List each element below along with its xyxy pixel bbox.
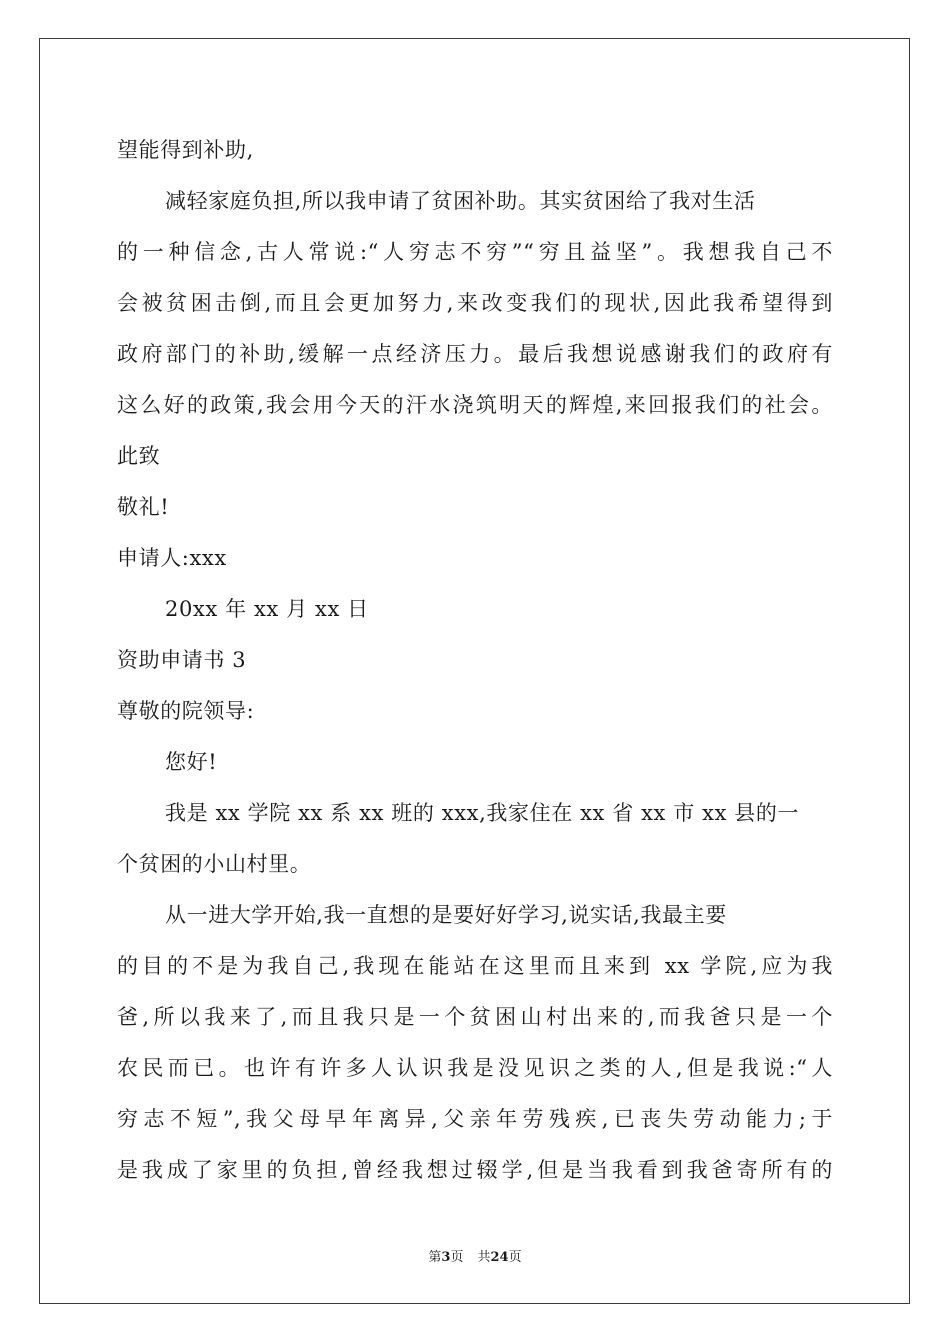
- document-body: [117, 125, 833, 1196]
- paragraph-line: 是我成了家里的负担,曾经我想过辍学,但是当我看到我爸寄所有的: [117, 1158, 833, 1182]
- paragraph-line: 农民而已。也许有许多人认识我是没见识之类的人,但是我说:“人: [117, 1056, 833, 1080]
- section-heading: 资助申请书 3: [117, 648, 247, 672]
- closing-line: 此致: [117, 444, 161, 468]
- paragraph-line: 会被贫困击倒,而且会更加努力,来改变我们的现状,因此我希望得到: [117, 291, 833, 315]
- footer-page-number: 3: [441, 1250, 451, 1265]
- page-footer: [0, 1246, 950, 1265]
- footer-total-prefix: 共: [477, 1250, 491, 1265]
- paragraph-line: 减轻家庭负担,所以我申请了贫困补助。其实贫困给了我对生活: [165, 189, 756, 213]
- footer-total-suffix: 页: [508, 1250, 522, 1265]
- paragraph-line: 从一进大学开始,我一直想的是要好好学习,说实话,我最主要: [165, 903, 727, 927]
- footer-page-suffix: 页: [450, 1250, 464, 1265]
- paragraph-line: 我是 xx 学院 xx 系 xx 班的 xxx,我家住在 xx 省 xx 市 xx 县的一: [165, 801, 800, 825]
- paragraph-line: 的一种信念,古人常说:“人穷志不穷”“穷且益坚”。我想我自己不: [117, 240, 833, 264]
- salutation-line: 敬礼!: [117, 495, 170, 519]
- paragraph-line: 政府部门的补助,缓解一点经济压力。最后我想说感谢我们的政府有: [117, 342, 833, 366]
- footer-page-prefix: 第: [428, 1250, 442, 1265]
- paragraph-line: 个贫困的小山村里。: [117, 852, 312, 876]
- addressee-line: 尊敬的院领导:: [117, 699, 255, 723]
- paragraph-line: 望能得到补助,: [117, 138, 254, 162]
- paragraph-line: 爸,所以我来了,而且我只是一个贫困山村出来的,而我爸只是一个: [117, 1005, 833, 1029]
- paragraph-line: 穷志不短”,我父母早年离异,父亲年劳残疾,已丧失劳动能力;于: [117, 1107, 833, 1131]
- paragraph-line: 的目的不是为我自己,我现在能站在这里而且来到 xx 学院,应为我: [117, 954, 833, 978]
- greeting-line: 您好!: [165, 750, 218, 774]
- applicant-line: 申请人:xxx: [117, 546, 227, 570]
- paragraph-line: 这么好的政策,我会用今天的汗水浇筑明天的辉煌,来回报我们的社会。: [117, 393, 833, 417]
- date-line: 20xx 年 xx 月 xx 日: [165, 597, 369, 621]
- footer-total-pages: 24: [490, 1250, 509, 1265]
